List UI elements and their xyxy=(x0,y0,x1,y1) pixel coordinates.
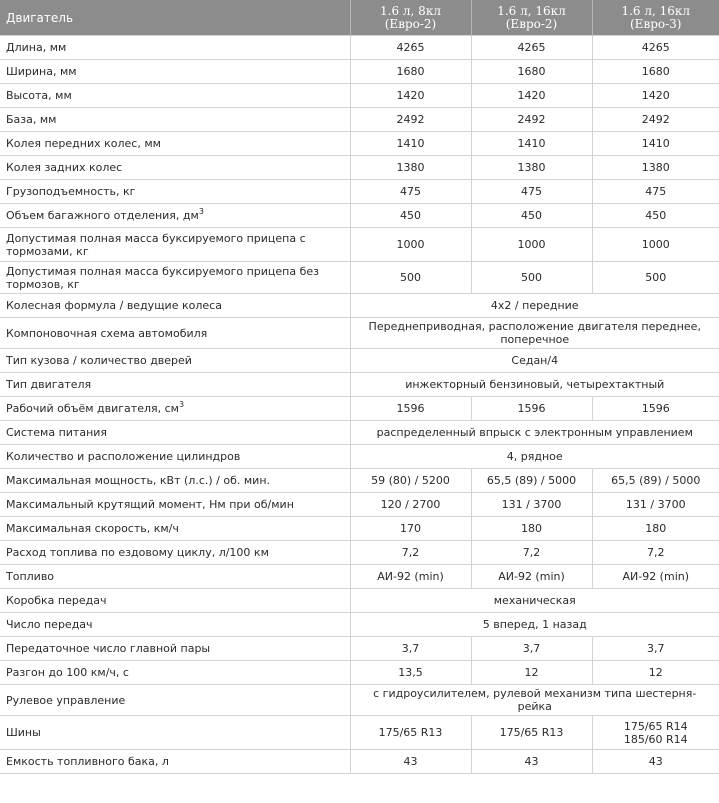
row-label-text: Рабочий объём двигателя, см xyxy=(6,402,179,415)
row-label xyxy=(0,637,350,661)
row-value-1: 59 (80) / 5200 xyxy=(350,469,471,493)
row-label-text: Число передач xyxy=(6,618,93,631)
row-value-merged: 5 вперед, 1 назад xyxy=(350,613,719,637)
row-value-1: 120 / 2700 xyxy=(350,493,471,517)
row-label xyxy=(0,108,350,132)
row-label-text: Допустимая полная масса буксируемого прицепа с тормозами, кг xyxy=(6,231,306,258)
row-value-2: 180 xyxy=(471,517,592,541)
header-column-2 xyxy=(471,0,592,36)
row-label-text: Компоновочная схема автомобиля xyxy=(6,326,208,340)
table-row xyxy=(0,445,719,469)
table-row xyxy=(0,541,719,565)
row-value-3: 180 xyxy=(592,517,719,541)
row-label-superscript: 3 xyxy=(198,207,204,216)
row-label xyxy=(0,685,350,716)
row-value-1: 2492 xyxy=(350,108,471,132)
row-value-3: 1596 xyxy=(592,397,719,421)
row-value-merged: 4х2 / передние xyxy=(350,294,719,318)
row-label xyxy=(0,517,350,541)
row-label-text: Ширина, мм xyxy=(6,65,77,78)
row-label xyxy=(0,204,350,228)
row-value-1: 1000 xyxy=(350,228,471,262)
row-value-3: 1680 xyxy=(592,60,719,84)
row-label xyxy=(0,36,350,60)
row-value-3: 1420 xyxy=(592,84,719,108)
row-label xyxy=(0,421,350,445)
row-value-2: 131 / 3700 xyxy=(471,493,592,517)
row-label xyxy=(0,349,350,373)
row-label-text: База, мм xyxy=(6,113,57,126)
row-label-text: Расход топлива по ездовому циклу, л/100 км xyxy=(6,546,269,559)
row-value-2: 1420 xyxy=(471,84,592,108)
row-value-2: 65,5 (89) / 5000 xyxy=(471,469,592,493)
row-label xyxy=(0,445,350,469)
table-row xyxy=(0,84,719,108)
row-label xyxy=(0,180,350,204)
row-label xyxy=(0,262,350,294)
table-row xyxy=(0,108,719,132)
table-row xyxy=(0,613,719,637)
row-label xyxy=(0,613,350,637)
row-label-text: Максимальная мощность, кВт (л.с.) / об. мин. xyxy=(6,474,271,487)
row-label xyxy=(0,318,350,349)
table-row xyxy=(0,318,719,349)
table-row xyxy=(0,421,719,445)
row-value-2: 1680 xyxy=(471,60,592,84)
row-value-3: 450 xyxy=(592,204,719,228)
table-row xyxy=(0,36,719,60)
table-row xyxy=(0,397,719,421)
row-value-1: 450 xyxy=(350,204,471,228)
row-value-3: 1380 xyxy=(592,156,719,180)
row-label xyxy=(0,228,350,262)
row-label xyxy=(0,565,350,589)
row-label xyxy=(0,589,350,613)
row-value-3: 12 xyxy=(592,661,719,685)
row-label-text: Топливо xyxy=(6,570,55,583)
table-row xyxy=(0,589,719,613)
row-value-3: 4265 xyxy=(592,36,719,60)
row-value-1: 4265 xyxy=(350,36,471,60)
table-row xyxy=(0,349,719,373)
row-value-1: 500 xyxy=(350,262,471,294)
row-label xyxy=(0,294,350,318)
header-column-1-line2: (Евро-2) xyxy=(384,16,437,31)
row-value-2: 1596 xyxy=(471,397,592,421)
row-value-3: 131 / 3700 xyxy=(592,493,719,517)
table-row xyxy=(0,750,719,774)
row-value-3: 500 xyxy=(592,262,719,294)
row-value-2: 1000 xyxy=(471,228,592,262)
row-value-2: 450 xyxy=(471,204,592,228)
row-value-1: 7,2 xyxy=(350,541,471,565)
table-body xyxy=(0,36,719,774)
row-value-3: 3,7 xyxy=(592,637,719,661)
row-label-text: Высота, мм xyxy=(6,89,72,102)
row-value-3: 475 xyxy=(592,180,719,204)
table-row xyxy=(0,156,719,180)
row-label-text: Рулевое управление xyxy=(6,693,126,707)
row-value-1: 1420 xyxy=(350,84,471,108)
row-label-text: Длина, мм xyxy=(6,41,67,54)
row-label xyxy=(0,60,350,84)
table-row xyxy=(0,493,719,517)
row-value-2: 7,2 xyxy=(471,541,592,565)
row-value-3 xyxy=(592,716,719,750)
row-value-1: 1596 xyxy=(350,397,471,421)
row-value-merged: инжекторный бензиновый, четырехтактный xyxy=(350,373,719,397)
row-value-line: 185/60 R14 xyxy=(623,732,688,746)
row-value-merged: с гидроусилителем, рулевой механизм типа шестерня-рейка xyxy=(350,685,719,716)
row-value-line: 175/65 R14 xyxy=(623,719,688,733)
table-row xyxy=(0,716,719,750)
row-label-text: Шины xyxy=(6,726,41,739)
row-label xyxy=(0,750,350,774)
row-value-1: 3,7 xyxy=(350,637,471,661)
table-row xyxy=(0,294,719,318)
header-column-1-line1: 1.6 л, 8кл xyxy=(380,3,441,18)
row-value-merged: 4, рядное xyxy=(350,445,719,469)
row-value-1: 175/65 R13 xyxy=(350,716,471,750)
row-label xyxy=(0,373,350,397)
row-label-text: Коробка передач xyxy=(6,594,107,607)
header-column-3-line2: (Евро-3) xyxy=(630,16,682,31)
header-engine-label: Двигатель xyxy=(0,0,350,36)
row-label-text: Колея задних колес xyxy=(6,161,123,174)
row-value-2: 475 xyxy=(471,180,592,204)
row-label-text: Колея передних колес, мм xyxy=(6,137,161,150)
row-label xyxy=(0,84,350,108)
row-value-2: 3,7 xyxy=(471,637,592,661)
table-row xyxy=(0,180,719,204)
header-column-3-line1: 1.6 л, 16кл xyxy=(621,3,691,18)
header-column-1 xyxy=(350,0,471,36)
row-label xyxy=(0,397,350,421)
header-column-2-line2: (Евро-2) xyxy=(505,16,558,31)
row-value-2: 4265 xyxy=(471,36,592,60)
row-value-1: АИ-92 (min) xyxy=(350,565,471,589)
row-label-text: Колесная формула / ведущие колеса xyxy=(6,299,222,312)
row-label-text: Количество и расположение цилиндров xyxy=(6,450,241,463)
header-column-2-line1: 1.6 л, 16кл xyxy=(497,3,566,18)
row-value-2: 2492 xyxy=(471,108,592,132)
table-header-row xyxy=(0,0,719,36)
row-label-text: Тип кузова / количество дверей xyxy=(6,354,192,367)
row-value-3: 65,5 (89) / 5000 xyxy=(592,469,719,493)
row-label-superscript: 3 xyxy=(178,400,185,409)
row-label xyxy=(0,156,350,180)
row-label-text: Объем багажного отделения, дм xyxy=(6,209,199,222)
row-value-3: 7,2 xyxy=(592,541,719,565)
table-row xyxy=(0,661,719,685)
row-label xyxy=(0,661,350,685)
row-value-2: 175/65 R13 xyxy=(471,716,592,750)
row-value-3: 2492 xyxy=(592,108,719,132)
row-label-text: Емкость топливного бака, л xyxy=(6,755,169,768)
row-value-2: 12 xyxy=(471,661,592,685)
table-row xyxy=(0,373,719,397)
row-value-1: 13,5 xyxy=(350,661,471,685)
table-row xyxy=(0,60,719,84)
table-row xyxy=(0,228,719,262)
row-label-text: Передаточное число главной пары xyxy=(6,642,211,655)
row-label-text: Тип двигателя xyxy=(6,378,92,391)
row-value-2: 500 xyxy=(471,262,592,294)
row-label-text: Грузоподъемность, кг xyxy=(6,185,136,198)
table-row xyxy=(0,132,719,156)
row-value-merged: механическая xyxy=(350,589,719,613)
row-value-2: 43 xyxy=(471,750,592,774)
row-value-1: 1680 xyxy=(350,60,471,84)
row-value-1: 43 xyxy=(350,750,471,774)
row-label-text: Разгон до 100 км/ч, с xyxy=(6,666,129,679)
row-value-merged: Переднеприводная, расположение двигателя переднее, поперечное xyxy=(350,318,719,349)
row-label-text: Система питания xyxy=(6,426,108,439)
table-row xyxy=(0,565,719,589)
row-value-2: 1380 xyxy=(471,156,592,180)
row-value-3: АИ-92 (min) xyxy=(592,565,719,589)
row-value-merged: распределенный впрыск с электронным управлением xyxy=(350,421,719,445)
table-row xyxy=(0,204,719,228)
header-column-3 xyxy=(592,0,719,36)
row-label xyxy=(0,493,350,517)
row-label xyxy=(0,716,350,750)
row-label xyxy=(0,132,350,156)
row-value-merged: Седан/4 xyxy=(350,349,719,373)
row-label-text: Допустимая полная масса буксируемого прицепа без тормозов, кг xyxy=(6,264,319,291)
table-row xyxy=(0,685,719,716)
row-value-3: 43 xyxy=(592,750,719,774)
table-row xyxy=(0,262,719,294)
row-label xyxy=(0,469,350,493)
row-value-1: 1380 xyxy=(350,156,471,180)
row-value-1: 475 xyxy=(350,180,471,204)
row-value-3: 1000 xyxy=(592,228,719,262)
row-label xyxy=(0,541,350,565)
row-value-1: 170 xyxy=(350,517,471,541)
row-label-text: Максимальный крутящий момент, Нм при об/мин xyxy=(6,498,294,511)
row-value-2: АИ-92 (min) xyxy=(471,565,592,589)
row-value-3: 1410 xyxy=(592,132,719,156)
row-value-1: 1410 xyxy=(350,132,471,156)
table-row xyxy=(0,517,719,541)
row-label-text: Максимальная скорость, км/ч xyxy=(6,522,179,535)
table-row xyxy=(0,637,719,661)
row-value-2: 1410 xyxy=(471,132,592,156)
table-row xyxy=(0,469,719,493)
